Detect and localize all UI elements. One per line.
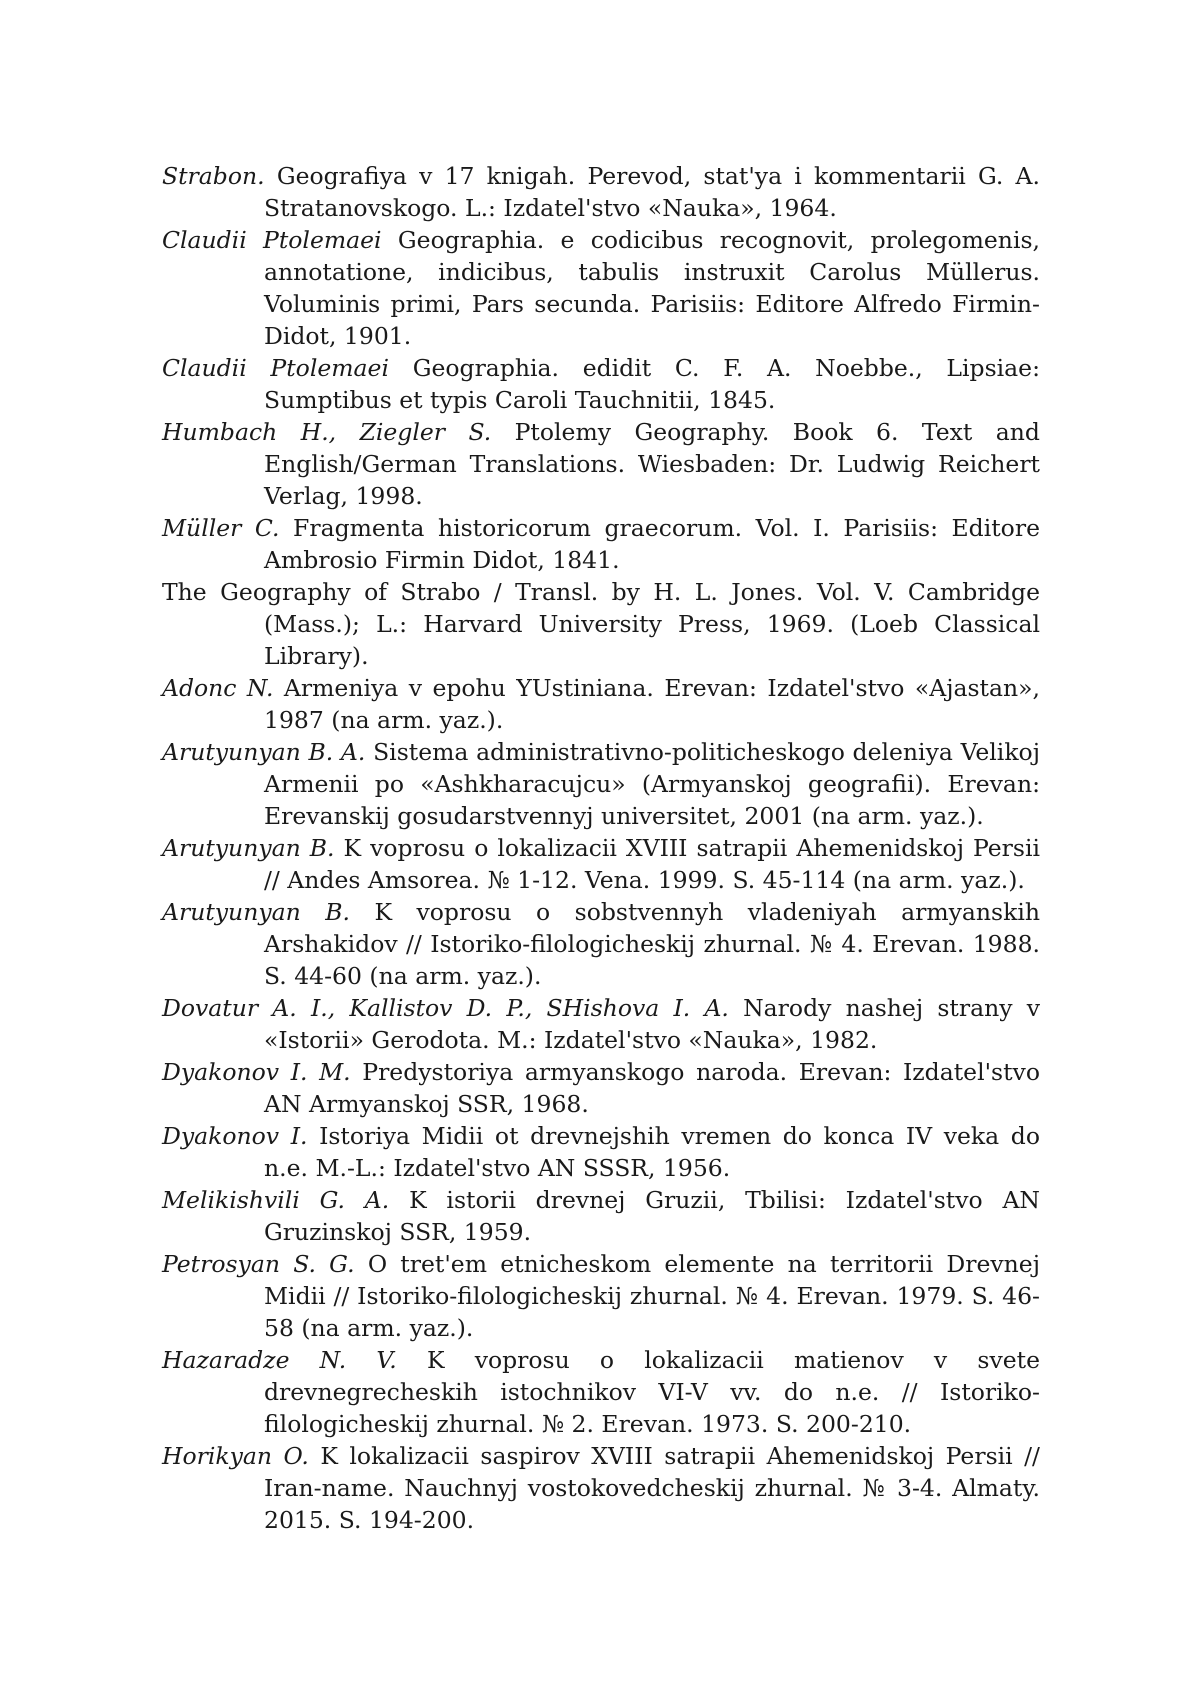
reference-text: K voprosu o lokalizacii XVIII satrapii Ahemenidskoj Persii // Andes Amsorea. № 1-12. Vena. 1999. S. 45-114 (na arm. yaz.). [264, 834, 1040, 894]
reference-entry [162, 832, 1040, 896]
reference-text: Geographia. e codicibus recognovit, prolegomenis, annotatione, indicibus, tabulis instruxit Carolus Müllerus. Voluminis primi, Pars secunda. Parisiis: Editore Alfredo Firmin-Didot, 1901. [264, 226, 1040, 350]
reference-entry [162, 416, 1040, 512]
reference-entry [162, 512, 1040, 576]
reference-entry [162, 736, 1040, 832]
reference-entry [162, 224, 1040, 352]
reference-text: K lokalizacii saspirov XVIII satrapii Ahemenidskoj Persii // Iran-name. Nauchnyj vostokovedcheskij zhurnal. № 3-4. Almaty. 2015. S. 194-200. [264, 1442, 1040, 1534]
reference-entry [162, 1248, 1040, 1344]
reference-text: Narody nashej strany v «Istorii» Gerodota. M.: Izdatel'stvo «Nauka», 1982. [264, 994, 1040, 1054]
reference-text: K voprosu o sobstvennyh vladeniyah armyanskih Arshakidov // Istoriko-filologicheskij zhurnal. № 4. Erevan. 1988. S. 44-60 (na arm. yaz.). [264, 898, 1040, 990]
reference-entry [162, 672, 1040, 736]
reference-author: Arutyunyan B. [162, 834, 335, 862]
reference-text: Geographia. edidit C. F. A. Noebbe., Lipsiae: Sumptibus et typis Caroli Tauchnitii, 1845. [264, 354, 1040, 414]
reference-author: Dyakonov I. M. [162, 1058, 351, 1086]
reference-author: Adonc N. [162, 674, 273, 702]
reference-text: Predystoriya armyanskogo naroda. Erevan: Izdatel'stvo AN Armyanskoj SSR, 1968. [264, 1058, 1040, 1118]
reference-text: K istorii drevnej Gruzii, Tbilisi: Izdatel'stvo AN Gruzinskoj SSR, 1959. [264, 1186, 1040, 1246]
reference-text: The Geography of Strabo / Transl. by H. L. Jones. Vol. V. Cambridge (Mass.); L.: Harvard University Press, 1969. (Loeb Classical Library). [162, 578, 1040, 670]
reference-entry [162, 1184, 1040, 1248]
reference-author: Humbach H., Ziegler S. [162, 418, 491, 446]
reference-text: Armeniya v epohu YUstiniana. Erevan: Izdatel'stvo «Ajastan», 1987 (na arm. yaz.). [264, 674, 1040, 734]
reference-author: Arutyunyan B. [162, 898, 350, 926]
reference-author: Petrosyan S. G. [162, 1250, 355, 1278]
reference-author: Melikishvili G. A. [162, 1186, 389, 1214]
reference-text: Istoriya Midii ot drevnejshih vremen do konca IV veka do n.e. M.-L.: Izdatel'stvo AN SSSR, 1956. [264, 1122, 1040, 1182]
reference-author: Dyakonov I. [162, 1122, 307, 1150]
reference-author: Dovatur A. I., Kallistov D. P., SHishova I. A. [162, 994, 729, 1022]
reference-text: K voprosu o lokalizacii matienov v svete drevnegrecheskih istochnikov VI-V vv. do n.e. // Istoriko-filologicheskij zhurnal. № 2. Erevan. 1973. S. 200-210. [264, 1346, 1040, 1438]
reference-author: Hazaradze N. V. [162, 1346, 397, 1374]
reference-text: O tret'em etnicheskom elemente na territorii Drevnej Midii // Istoriko-filologicheskij zhurnal. № 4. Erevan. 1979. S. 46-58 (na arm. yaz.). [264, 1250, 1040, 1342]
reference-entry [162, 1120, 1040, 1184]
reference-text: Fragmenta historicorum graecorum. Vol. I. Parisiis: Editore Ambrosio Firmin Didot, 1841. [264, 514, 1040, 574]
reference-author: Arutyunyan B. A. [162, 738, 365, 766]
reference-entry [162, 992, 1040, 1056]
reference-author: Claudii Ptolemaei [162, 226, 382, 254]
reference-list [162, 160, 1040, 1536]
reference-entry [162, 160, 1040, 224]
reference-author: Müller C. [162, 514, 280, 542]
reference-entry [162, 576, 1040, 672]
reference-entry [162, 1344, 1040, 1440]
reference-entry [162, 896, 1040, 992]
reference-entry [162, 1440, 1040, 1536]
reference-text: Ptolemy Geography. Book 6. Text and English/German Translations. Wiesbaden: Dr. Ludwig Reichert Verlag, 1998. [264, 418, 1040, 510]
reference-entry [162, 1056, 1040, 1120]
reference-text: Geografiya v 17 knigah. Perevod, stat'ya i kommentarii G. A. Stratanovskogo. L.: Izdatel'stvo «Nauka», 1964. [264, 162, 1040, 222]
reference-text: Sistema administrativno-politicheskogo deleniya Velikoj Armenii po «Ashkharacujcu» (Armyanskoj geografii). Erevan: Erevanskij gosudarstvennyj universitet, 2001 (na arm. yaz.). [264, 738, 1040, 830]
reference-entry [162, 352, 1040, 416]
reference-author: Horikyan O. [162, 1442, 309, 1470]
reference-author: Strabon. [162, 162, 265, 190]
reference-author: Claudii Ptolemaei [162, 354, 389, 382]
